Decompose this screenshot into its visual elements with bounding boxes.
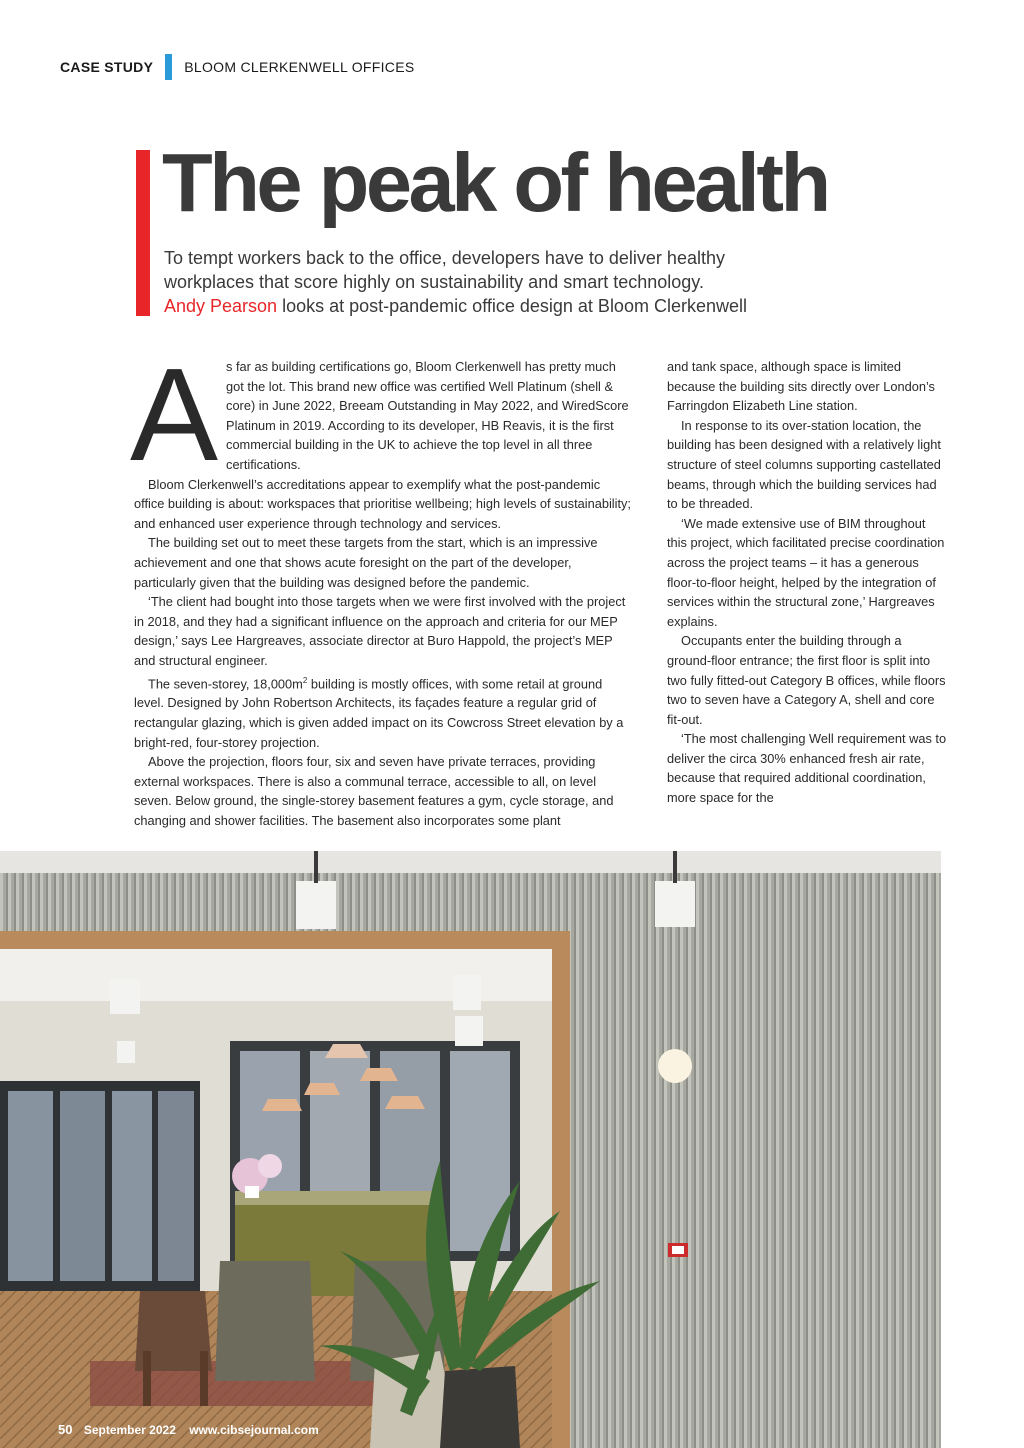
standfirst-line: To tempt workers back to the office, developers have to deliver healthy xyxy=(164,248,725,268)
paragraph: and tank space, although space is limited because the building sits directly over London’s Farringdon Elizabeth Line station. xyxy=(667,359,935,414)
paragraph: In response to its over-station location, the building has been designed with a relatively light structure of steel columns supporting castellated beams, through which the building services had to be threaded. xyxy=(667,417,941,512)
standfirst xyxy=(164,246,864,318)
standfirst-rest: looks at post-pandemic office design at Bloom Clerkenwell xyxy=(277,296,747,316)
paragraph: Occupants enter the building through a ground-floor entrance; the first floor is split into two fully fitted-out Category B offices, while floors two to seven have a Category A, shell and core fit-out. xyxy=(667,633,946,727)
body-column-1 xyxy=(130,341,634,831)
paragraph: ‘We made extensive use of BIM throughout this project, which facilitated precise coordination across the project teams – it has a generous floor-to-floor height, helped by the integration of services within the structural zone,’ Hargreaves explains. xyxy=(667,515,945,629)
header-title: BLOOM CLERKENWELL OFFICES xyxy=(184,59,415,75)
page-title: The peak of health xyxy=(162,136,828,229)
drop-cap: A xyxy=(130,341,219,488)
standfirst-line: workplaces that score highly on sustainability and smart technology. xyxy=(164,272,704,292)
headline-accent-bar xyxy=(136,150,150,316)
paragraph: The seven-storey, $18,000m^2$ building is mostly offices, with some retail at ground level. Designed by John Robertson Architects, its façades feature a regular grid of rectangular glazing, which is given added impact on its Cowcross Street elevation by a bright-red, four-storey projection. xyxy=(134,675,624,750)
page-footer xyxy=(58,1422,319,1437)
header-divider-bar xyxy=(165,54,172,80)
paragraph: The building set out to meet these targets from the start, which is an impressive achievement and one that shows acute foresight on the part of the developer, particularly given that the building was designed before the pandemic. xyxy=(134,535,598,590)
author-name: Andy Pearson xyxy=(164,296,278,316)
issue-date: September 2022 xyxy=(83,1423,176,1437)
body-column-2 xyxy=(667,357,947,808)
paragraph: ‘The most challenging Well requirement was to deliver the circa 30% enhanced fresh air rate, because that required additional coordination, more space for the xyxy=(667,731,947,806)
paragraph: Above the projection, floors four, six and seven have private terraces, providing external workspaces. There is also a communal terrace, accessible to all, on level seven. Below ground, the single-storey basement features a gym, cycle storage, and changing and shower facilities. The basement also incorporates some plant xyxy=(134,754,614,828)
section-label: CASE STUDY xyxy=(60,59,154,75)
paragraph: ‘The client had bought into those targets when we were first involved with the project in 2018, and they had a significant influence on the approach and criteria for our MEP design,’ says Lee Hargreaves, associate director at Buro Happold, the project’s MEP and structural engineer. xyxy=(134,594,626,668)
standfirst-line xyxy=(164,294,864,318)
paragraph: As far as building certifications go, Bloom Clerkenwell has pretty much got the lot. This brand new office was certified Well Platinum (shell & core) in June 2022, Breeam Outstanding in May 2022, and WiredScore Platinum in 2019. According to its developer, HB Reavis, it is the first commercial building in the UK to achieve the top level in all three certifications. xyxy=(130,341,629,488)
page-number: 50 xyxy=(58,1422,73,1437)
office-interior-photo xyxy=(0,851,941,1448)
page-header xyxy=(60,56,414,78)
footer-url[interactable]: www.cibsejournal.com xyxy=(189,1423,319,1437)
paragraph: Bloom Clerkenwell’s accreditations appear to exemplify what the post-pandemic office building is about: workspaces that prioritise wellbeing; high levels of sustainability; and enhanced user experience through technology and services. xyxy=(134,476,631,531)
